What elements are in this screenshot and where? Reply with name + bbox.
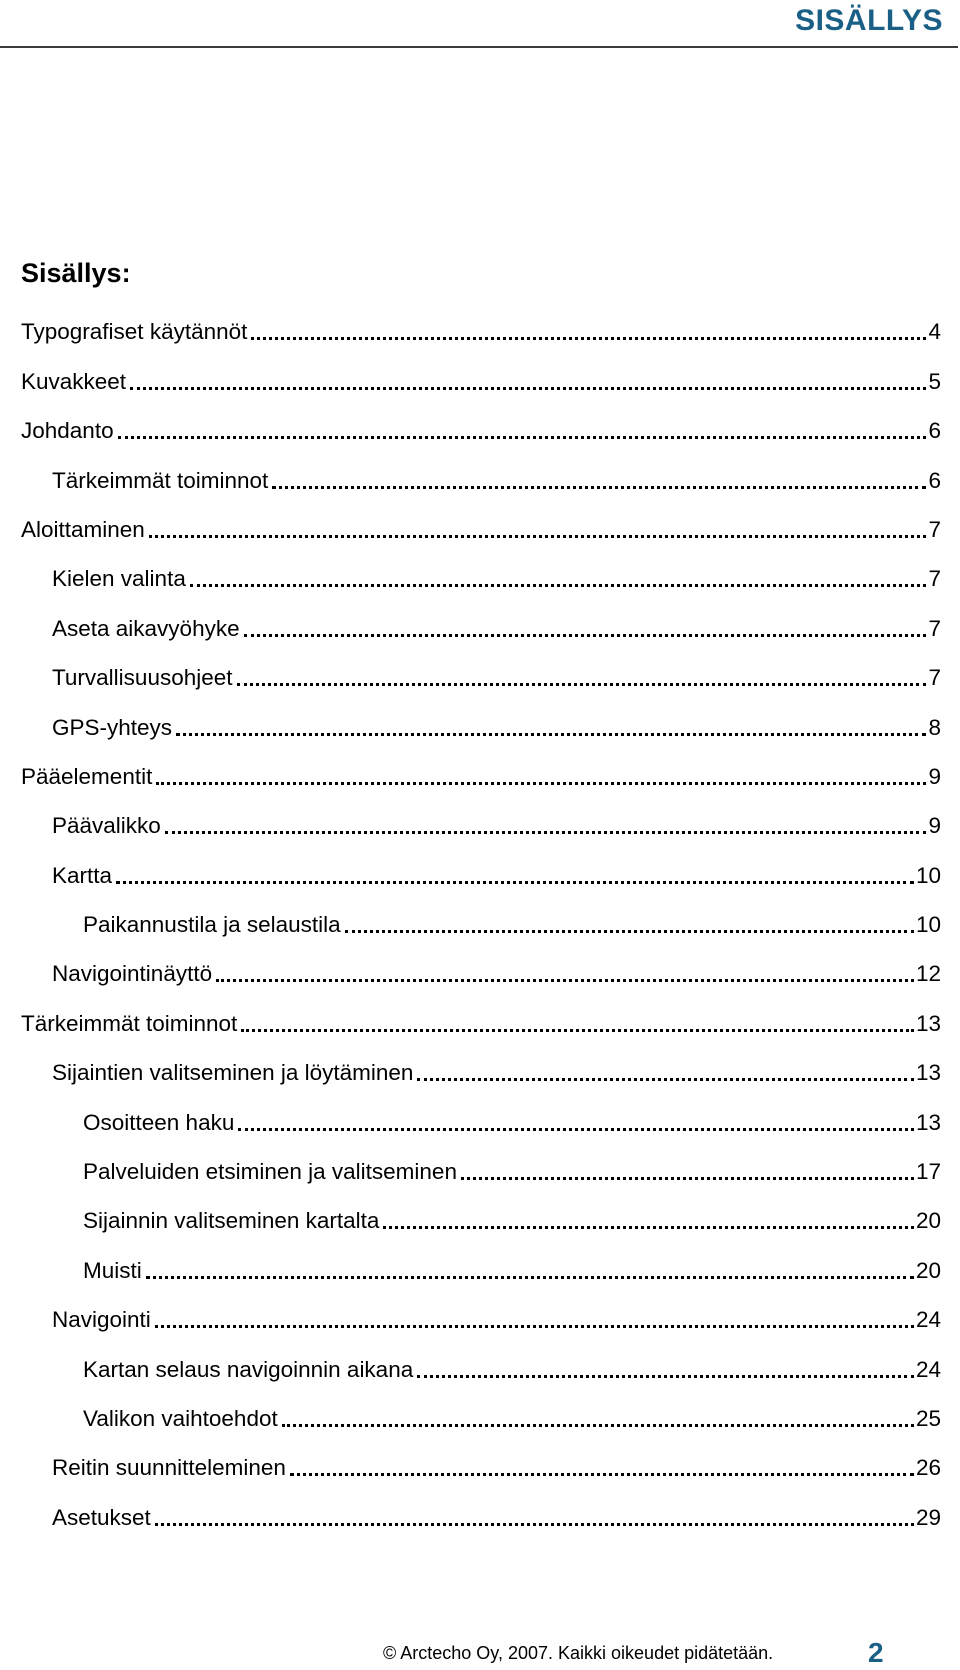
footer-copyright: © Arctecho Oy, 2007. Kaikki oikeudet pidätetään.: [383, 1643, 774, 1663]
toc-entry[interactable]: [21, 555, 941, 604]
toc-dot-leader: [290, 1473, 914, 1476]
toc-entry-page: 7: [928, 566, 941, 592]
toc-entry-label: Sijainnin valitseminen kartalta: [83, 1208, 380, 1234]
toc-entry[interactable]: [21, 950, 941, 999]
toc-entry[interactable]: [21, 1444, 941, 1493]
toc-entry-page: 29: [915, 1504, 941, 1530]
toc-entry-page: 9: [928, 763, 941, 789]
toc-entry[interactable]: [21, 1493, 941, 1542]
toc-entry[interactable]: [21, 1296, 941, 1345]
toc-dot-leader: [251, 337, 926, 340]
toc-entry[interactable]: [21, 1246, 941, 1295]
toc-dot-leader: [272, 486, 926, 489]
toc-entry-page: 7: [928, 516, 941, 542]
toc-dot-leader: [282, 1424, 914, 1427]
toc-dot-leader: [237, 683, 927, 686]
toc-entry-page: 25: [915, 1405, 941, 1431]
toc-dot-leader: [238, 1128, 914, 1131]
toc-entry-page: 26: [915, 1455, 941, 1481]
toc-entry-page: 13: [915, 1060, 941, 1086]
toc-entry-page: 10: [915, 912, 941, 938]
toc-dot-leader: [461, 1177, 914, 1180]
toc-entry-page: 20: [915, 1257, 941, 1283]
toc-entry-label: Kartta: [52, 862, 113, 888]
toc-entry-page: 13: [915, 1010, 941, 1036]
header-title: SISÄLLYS: [795, 4, 943, 37]
toc-entry-label: Sijaintien valitseminen ja löytäminen: [52, 1060, 414, 1086]
toc-entry-label: GPS-yhteys: [52, 714, 173, 740]
toc-dot-leader: [156, 782, 926, 785]
toc-dot-leader: [149, 535, 927, 538]
toc-dot-leader: [417, 1078, 914, 1081]
toc-entry-page: 6: [928, 418, 941, 444]
toc-dot-leader: [165, 831, 927, 834]
toc-entry-page: 12: [915, 961, 941, 987]
toc-entry-label: Kartan selaus navigoinnin aikana: [83, 1356, 414, 1382]
toc-entry-label: Turvallisuusohjeet: [52, 665, 233, 691]
toc-heading: Sisällys:: [21, 258, 131, 288]
toc-entry-label: Aloittaminen: [21, 516, 145, 542]
toc-entry-label: Valikon vaihtoehdot: [83, 1405, 278, 1431]
toc-entry-page: 10: [915, 862, 941, 888]
toc-entry-label: Kuvakkeet: [21, 368, 127, 394]
toc-dot-leader: [118, 436, 927, 439]
toc-entry[interactable]: [21, 1098, 941, 1147]
toc-entry-label: Aseta aikavyöhyke: [52, 615, 240, 641]
header-divider: [0, 46, 958, 48]
table-of-contents: [21, 308, 941, 1543]
toc-dot-leader: [176, 733, 926, 736]
toc-entry-label: Tärkeimmät toiminnot: [52, 467, 269, 493]
toc-entry-label: Pääelementit: [21, 763, 153, 789]
toc-entry-label: Typografiset käytännöt: [21, 319, 248, 345]
toc-dot-leader: [417, 1375, 914, 1378]
toc-entry-page: 6: [928, 467, 941, 493]
toc-entry-page: 24: [915, 1307, 941, 1333]
toc-dot-leader: [146, 1276, 914, 1279]
toc-entry-page: 13: [915, 1109, 941, 1135]
toc-entry-label: Asetukset: [52, 1504, 151, 1530]
toc-dot-leader: [155, 1325, 914, 1328]
toc-dot-leader: [116, 881, 914, 884]
toc-entry-label: Päävalikko: [52, 813, 161, 839]
toc-entry[interactable]: [21, 802, 941, 851]
toc-entry-label: Kielen valinta: [52, 566, 186, 592]
toc-entry-label: Reitin suunnitteleminen: [52, 1455, 286, 1481]
toc-entry-label: Tärkeimmät toiminnot: [21, 1010, 238, 1036]
toc-entry[interactable]: [21, 999, 941, 1048]
footer-page-number: 2: [868, 1637, 884, 1668]
toc-entry[interactable]: [21, 851, 941, 900]
toc-entry[interactable]: [21, 901, 941, 950]
toc-dot-leader: [130, 387, 926, 390]
toc-entry[interactable]: [21, 1049, 941, 1098]
toc-entry-page: 9: [928, 813, 941, 839]
toc-dot-leader: [383, 1226, 914, 1229]
toc-entry-page: 17: [915, 1159, 941, 1185]
toc-entry-page: 7: [928, 665, 941, 691]
toc-entry-page: 20: [915, 1208, 941, 1234]
toc-entry[interactable]: [21, 1148, 941, 1197]
toc-entry[interactable]: [21, 654, 941, 703]
toc-entry-label: Johdanto: [21, 418, 114, 444]
toc-entry-page: 5: [928, 368, 941, 394]
toc-entry-label: Osoitteen haku: [83, 1109, 235, 1135]
toc-entry[interactable]: [21, 357, 941, 406]
toc-dot-leader: [155, 1523, 914, 1526]
toc-entry[interactable]: [21, 456, 941, 505]
toc-entry[interactable]: [21, 604, 941, 653]
toc-entry-label: Navigointinäyttö: [52, 961, 213, 987]
toc-entry[interactable]: [21, 506, 941, 555]
toc-entry[interactable]: [21, 1197, 941, 1246]
toc-entry-page: 24: [915, 1356, 941, 1382]
toc-entry-label: Navigointi: [52, 1307, 151, 1333]
toc-dot-leader: [216, 979, 914, 982]
toc-entry-page: 8: [928, 714, 941, 740]
toc-dot-leader: [244, 634, 927, 637]
toc-entry-label: Palveluiden etsiminen ja valitseminen: [83, 1159, 457, 1185]
toc-entry-label: Paikannustila ja selaustila: [83, 912, 341, 938]
toc-entry-page: 4: [928, 319, 941, 345]
toc-dot-leader: [241, 1029, 914, 1032]
toc-entry[interactable]: [21, 407, 941, 456]
toc-entry[interactable]: [21, 1345, 941, 1394]
toc-entry-page: 7: [928, 615, 941, 641]
toc-entry-label: Muisti: [83, 1257, 142, 1283]
toc-entry[interactable]: [21, 753, 941, 802]
toc-entry[interactable]: [21, 703, 941, 752]
toc-dot-leader: [345, 930, 914, 933]
toc-entry[interactable]: [21, 1395, 941, 1444]
toc-dot-leader: [190, 584, 927, 587]
toc-entry[interactable]: [21, 308, 941, 357]
